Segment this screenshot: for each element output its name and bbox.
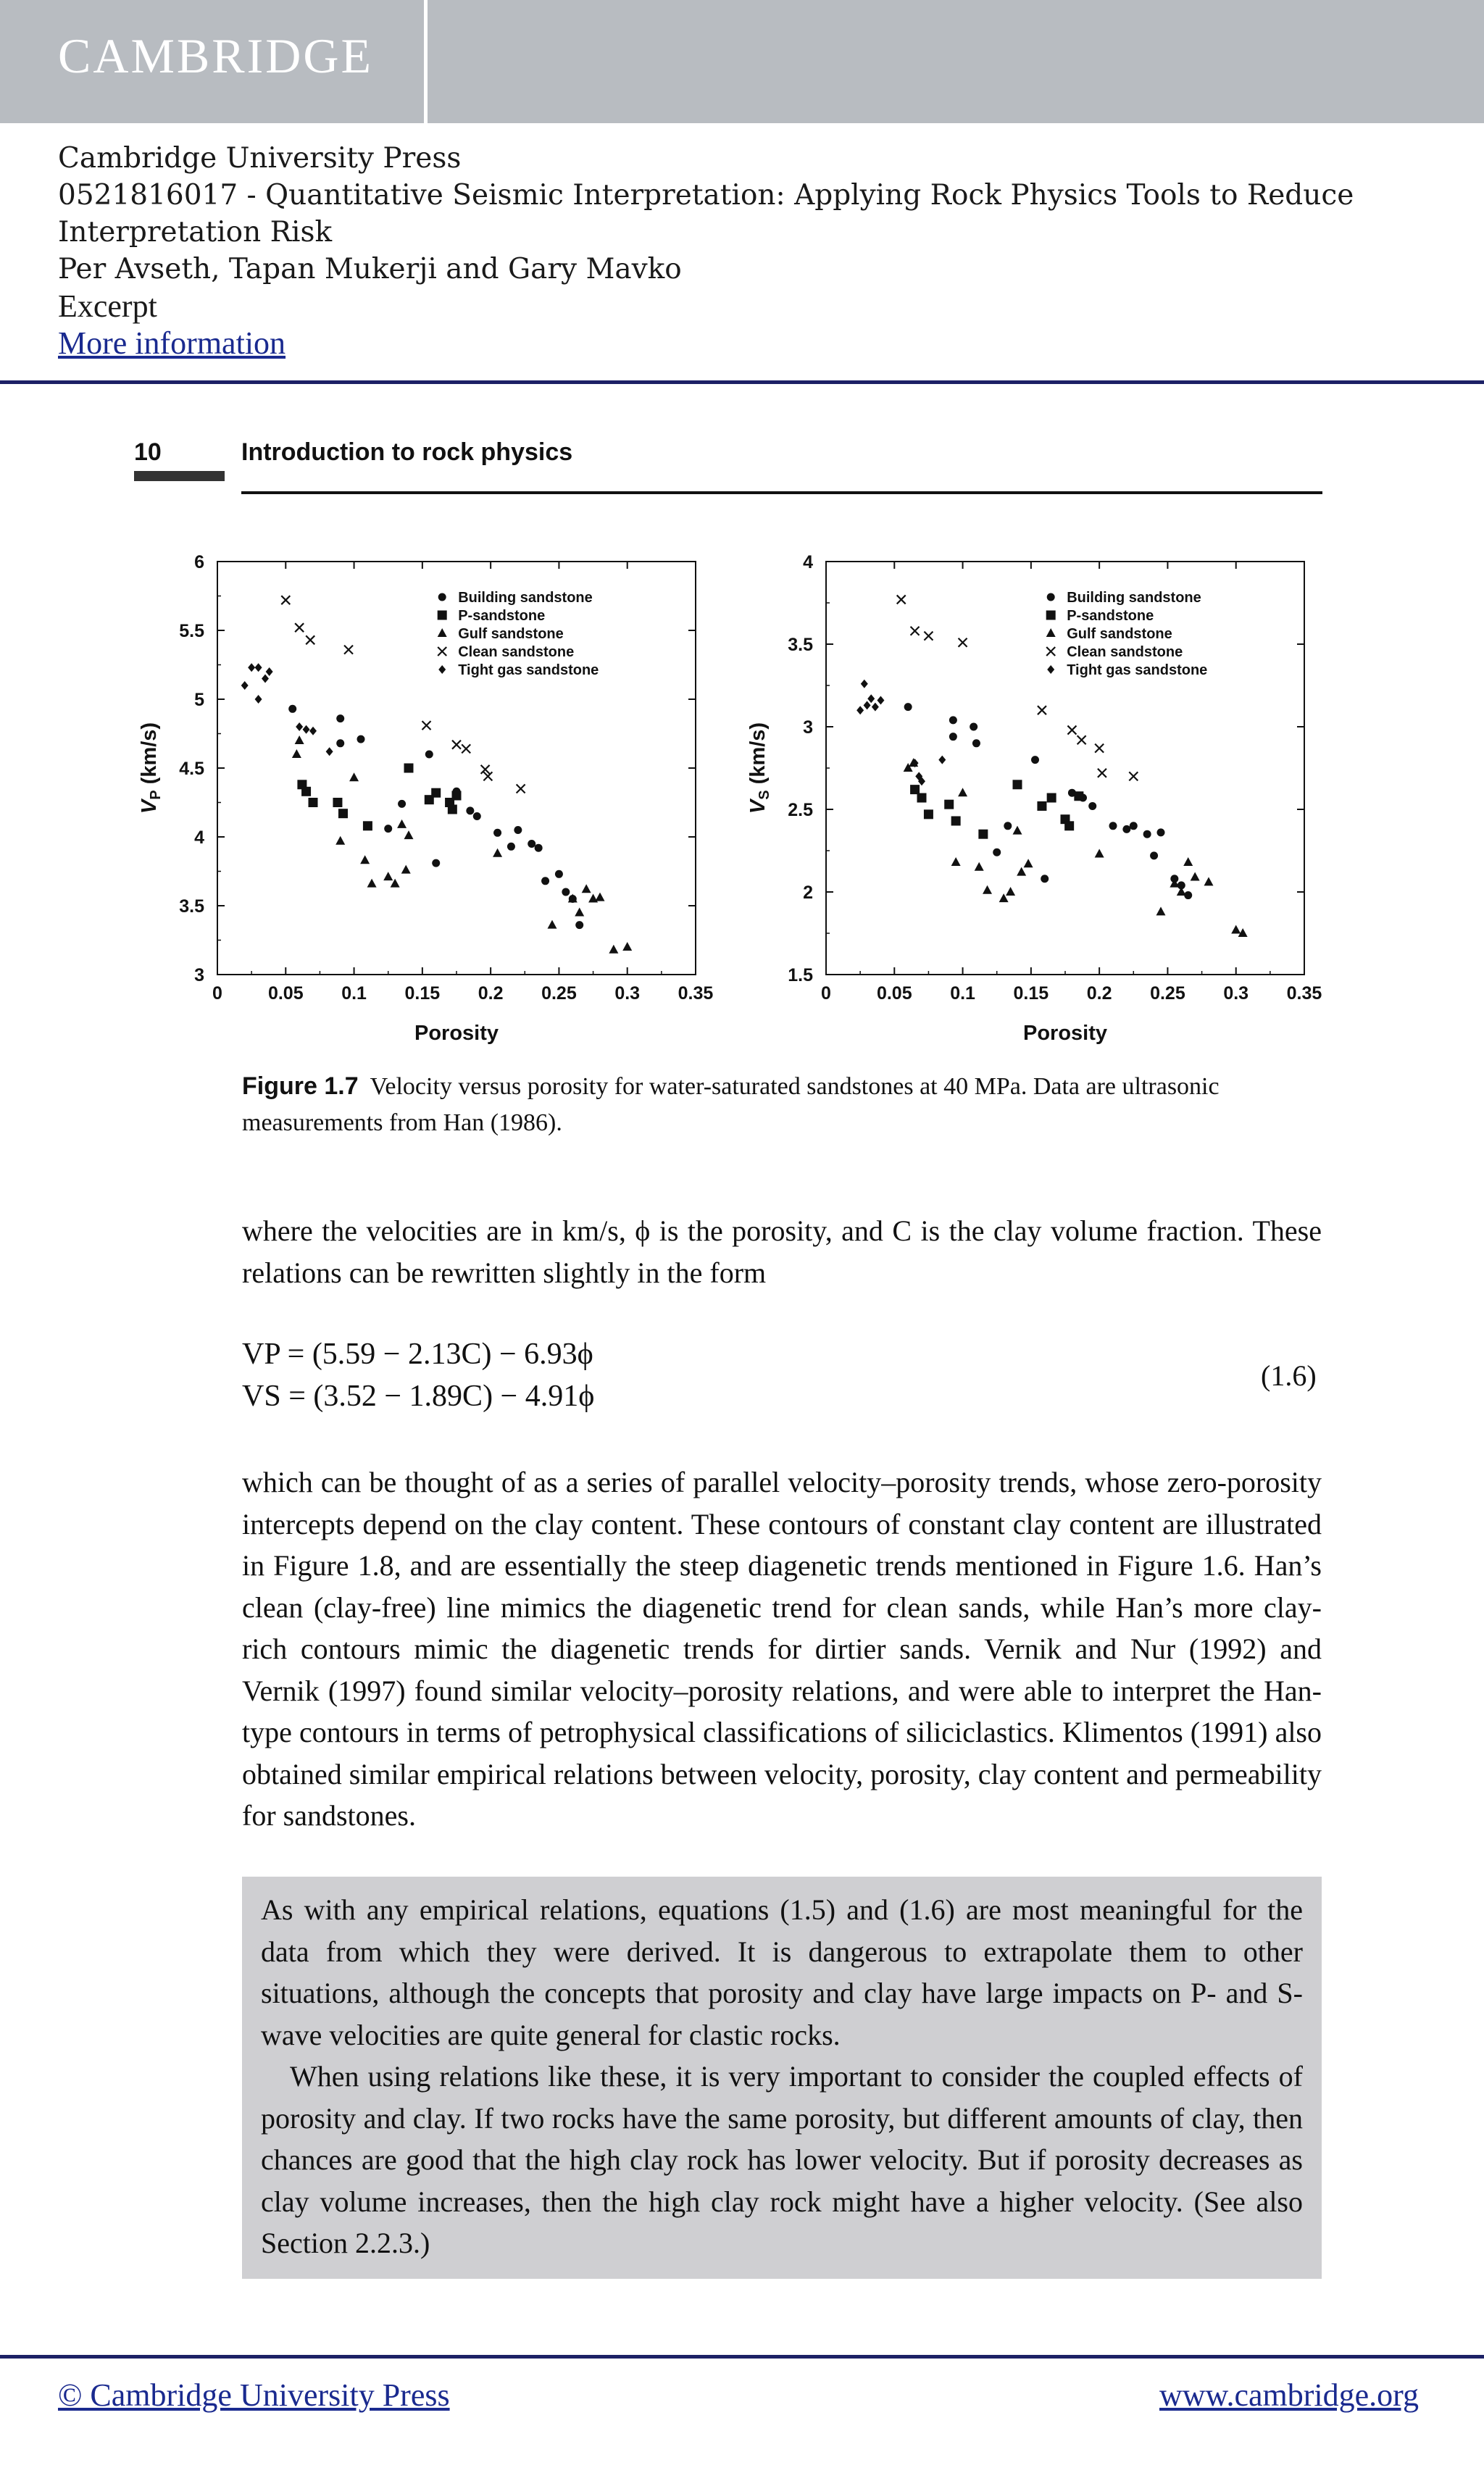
legend-label: Building sandstone	[458, 590, 593, 606]
section-title: Introduction to rock physics	[241, 438, 573, 466]
y-tick-label: 4.5	[179, 759, 204, 779]
data-point-triangle	[951, 857, 961, 866]
data-point-x	[1098, 769, 1106, 777]
data-point-triangle	[622, 942, 632, 951]
data-point-circle	[535, 844, 543, 852]
data-point-circle	[1150, 851, 1158, 859]
book-title-line-1: 0521816017 - Quantitative Seismic Interpretation: Applying Rock Physics Tools to Reduce	[58, 179, 1354, 212]
data-point-circle	[1130, 822, 1138, 830]
data-point-circle	[473, 812, 481, 820]
y-axis-label	[138, 722, 164, 814]
data-point-circle	[949, 716, 957, 724]
data-point-circle	[1157, 828, 1165, 836]
data-point-triangle	[596, 893, 605, 901]
data-point-circle	[541, 877, 549, 885]
data-point-circle	[1041, 875, 1049, 883]
note-paragraph-1: As with any empirical relations, equations (1.5) and (1.6) are most meaningful for the data from which they were derived. It is dangerous to extrapolate them to other situations, although the concepts that porosity and clay have large impacts on P- and S-wave velocities are quite general for clastic rocks.	[261, 1893, 1303, 2051]
data-point-square	[1013, 780, 1022, 789]
data-point-diamond	[326, 747, 333, 756]
x-tick-label: 0	[212, 983, 222, 1004]
data-point-circle	[493, 829, 501, 837]
x-tick-label: 0.3	[614, 983, 641, 1004]
legend-label: Gulf sandstone	[458, 626, 564, 642]
data-point-circle	[398, 800, 406, 808]
data-point-circle	[1031, 756, 1039, 764]
data-point-triangle	[958, 788, 967, 796]
data-point-circle	[1088, 802, 1096, 810]
book-title-line-2: Interpretation Risk	[58, 216, 333, 249]
legend-label: Tight gas sandstone	[1067, 662, 1208, 678]
data-point-square	[452, 791, 462, 801]
data-point-diamond	[266, 667, 273, 676]
y-axis-symbol: V	[138, 799, 161, 814]
y-tick-label: 4	[194, 827, 204, 848]
data-point-circle	[1004, 822, 1012, 830]
note-paragraph-2: When using relations like these, it is very important to consider the coupled effects of porosity and clay. If two rocks have the same porosity, but different amounts of clay, then chances are good that the high clay rock has lower velocity. But if porosity decreases as clay volume increases, then the high clay rock might have a higher velocity. (See also Section 2.2.3.)	[261, 2060, 1303, 2259]
data-point-triangle	[1156, 906, 1166, 915]
plot-frame	[217, 562, 696, 975]
legend-marker-triangle	[1046, 628, 1056, 637]
footer-divider	[0, 2355, 1484, 2359]
data-point-x	[306, 635, 314, 644]
data-point-triangle	[1191, 872, 1200, 880]
data-point-square	[301, 787, 311, 796]
data-point-circle	[1122, 825, 1130, 833]
legend-marker-circle	[1047, 593, 1055, 601]
x-tick-label: 0.05	[267, 983, 304, 1004]
running-head	[134, 438, 1322, 496]
data-point-x	[452, 741, 461, 749]
more-information-link[interactable]: More information	[58, 325, 286, 361]
data-point-square	[338, 809, 348, 818]
data-point-circle	[432, 859, 440, 867]
publisher-name: Cambridge University Press	[58, 142, 462, 175]
data-point-square	[1047, 793, 1056, 803]
data-point-x	[344, 646, 353, 654]
data-point-triangle	[582, 884, 591, 893]
data-point-square	[1064, 821, 1074, 830]
data-point-triangle	[383, 872, 393, 880]
note-box	[242, 1877, 1322, 2279]
legend-marker-triangle	[438, 628, 447, 637]
data-point-triangle	[335, 836, 345, 845]
legend-label: Tight gas sandstone	[458, 662, 599, 678]
data-point-x	[1038, 706, 1046, 714]
data-point-x	[1129, 772, 1138, 780]
legend-marker-square	[438, 611, 447, 620]
legend-marker-diamond	[438, 665, 446, 674]
x-tick-label: 0.1	[341, 983, 367, 1004]
data-point-diamond	[872, 703, 879, 712]
data-point-square	[951, 816, 961, 825]
data-point-x	[422, 721, 431, 730]
data-point-circle	[514, 826, 522, 834]
figure-label: Figure 1.7	[242, 1072, 359, 1100]
website-link[interactable]: www.cambridge.org	[1159, 2377, 1420, 2413]
data-point-triangle	[548, 920, 557, 929]
data-point-x	[897, 595, 906, 604]
data-point-square	[924, 809, 933, 819]
x-tick-label: 0.3	[1223, 983, 1249, 1004]
data-point-x	[924, 632, 933, 641]
y-tick-label: 5	[194, 690, 204, 710]
x-tick-label: 0	[821, 983, 831, 1004]
data-point-square	[944, 800, 954, 809]
page-number-bar	[134, 471, 225, 481]
data-point-diamond	[255, 663, 262, 672]
data-point-circle	[288, 705, 296, 713]
data-point-x	[281, 596, 290, 604]
data-point-diamond	[303, 725, 310, 734]
logo-box	[0, 0, 428, 123]
data-point-square	[431, 788, 441, 798]
data-point-x	[1077, 735, 1086, 744]
data-point-triangle	[1095, 849, 1104, 858]
x-tick-label: 0.35	[678, 983, 714, 1004]
vp-porosity-chart	[134, 540, 714, 1054]
data-point-triangle	[1177, 887, 1186, 896]
x-tick-label: 0.25	[1150, 983, 1185, 1004]
data-point-circle	[528, 840, 535, 848]
book-metadata	[58, 140, 1435, 363]
y-axis-subscript: S	[756, 790, 772, 800]
data-point-diamond	[864, 701, 871, 709]
data-point-diamond	[309, 727, 317, 735]
y-tick-label: 5.5	[179, 621, 204, 641]
data-point-circle	[336, 714, 344, 722]
authors: Per Avseth, Tapan Mukerji and Gary Mavko	[58, 253, 682, 285]
y-axis-symbol: V	[746, 799, 770, 814]
page-number: 10	[134, 438, 162, 466]
data-point-triangle	[360, 855, 370, 864]
legend-label: Building sandstone	[1067, 590, 1201, 606]
data-point-triangle	[295, 735, 304, 744]
y-axis-subscript: P	[148, 790, 164, 800]
data-point-circle	[384, 825, 392, 833]
equation-vp: VP = (5.59 − 2.13C) − 6.93ϕ	[242, 1338, 593, 1371]
data-point-circle	[575, 921, 583, 929]
legend-label: P-sandstone	[458, 608, 546, 624]
data-point-diamond	[241, 681, 249, 690]
data-point-triangle	[493, 848, 502, 857]
x-tick-label: 0.35	[1286, 983, 1322, 1004]
data-point-circle	[970, 723, 977, 731]
data-point-x	[295, 623, 304, 632]
legend-label: Clean sandstone	[458, 644, 575, 660]
data-point-triangle	[1013, 826, 1022, 835]
legend-marker-x	[438, 647, 446, 656]
legend-label: Gulf sandstone	[1067, 626, 1172, 642]
data-point-circle	[1143, 830, 1151, 838]
data-point-x	[517, 785, 525, 793]
figure-caption-text: Velocity versus porosity for water-saturated sandstones at 40 MPa. Data are ultrasonic measurements from Han (1986).	[242, 1073, 1220, 1136]
plot-frame	[826, 562, 1304, 975]
x-axis-label: Porosity	[1022, 1022, 1108, 1045]
data-point-circle	[357, 735, 365, 743]
data-point-triangle	[588, 894, 598, 903]
data-point-triangle	[1183, 857, 1193, 866]
data-point-triangle	[575, 908, 584, 917]
data-point-circle	[562, 888, 570, 896]
data-point-circle	[425, 751, 433, 759]
x-tick-label: 0.1	[950, 983, 975, 1004]
legend-marker-circle	[438, 593, 446, 601]
data-point-circle	[336, 739, 344, 747]
equation-number: (1.6)	[1261, 1359, 1317, 1392]
data-point-x	[462, 744, 470, 753]
data-point-triangle	[1231, 925, 1241, 933]
cambridge-logo[interactable]: CAMBRIDGE	[58, 28, 374, 83]
y-tick-label: 3.5	[788, 635, 813, 655]
data-point-diamond	[255, 695, 262, 704]
data-point-square	[309, 798, 318, 807]
data-point-square	[917, 793, 927, 803]
data-point-triangle	[1204, 877, 1214, 885]
data-point-triangle	[975, 862, 984, 871]
data-point-triangle	[292, 749, 301, 758]
header-band	[0, 0, 1484, 123]
data-point-triangle	[609, 945, 618, 954]
legend-label: Clean sandstone	[1067, 644, 1183, 660]
data-point-x	[1095, 744, 1104, 753]
data-point-circle	[1109, 822, 1117, 830]
data-point-diamond	[861, 680, 868, 688]
data-point-circle	[555, 870, 563, 878]
y-tick-label: 3	[803, 717, 813, 738]
equation-vs: VS = (3.52 − 1.89C) − 4.91ϕ	[242, 1380, 595, 1413]
x-tick-label: 0.15	[1013, 983, 1049, 1004]
y-axis-unit: (km/s)	[746, 722, 770, 791]
vs-porosity-chart	[743, 540, 1322, 1054]
y-tick-label: 6	[194, 552, 204, 572]
data-point-triangle	[1024, 859, 1033, 867]
legend-marker-x	[1046, 647, 1055, 656]
data-point-square	[333, 798, 342, 807]
data-point-diamond	[938, 756, 946, 764]
data-point-triangle	[367, 879, 377, 888]
data-point-triangle	[401, 865, 411, 874]
data-point-x	[911, 627, 920, 635]
x-tick-label: 0.2	[478, 983, 504, 1004]
data-point-square	[363, 821, 372, 830]
x-tick-label: 0.25	[541, 983, 577, 1004]
y-axis-unit: (km/s)	[138, 722, 161, 791]
section-rule	[241, 491, 1322, 494]
data-point-x	[1067, 726, 1076, 735]
data-point-diamond	[867, 694, 875, 703]
x-axis-label: Porosity	[414, 1022, 499, 1045]
data-point-square	[1037, 801, 1046, 811]
intro-paragraph: where the velocities are in km/s, ϕ is the porosity, and C is the clay volume fraction. These relations can be rewritten slightly in the form	[242, 1214, 1322, 1289]
y-tick-label: 3.5	[179, 896, 204, 917]
data-point-circle	[466, 806, 474, 814]
data-point-circle	[993, 848, 1001, 856]
data-point-triangle	[1006, 887, 1015, 896]
data-point-diamond	[296, 722, 303, 731]
data-point-square	[448, 805, 457, 814]
y-axis-label	[746, 722, 772, 814]
data-point-triangle	[404, 830, 414, 839]
data-point-square	[404, 764, 414, 773]
data-point-triangle	[349, 772, 359, 781]
x-tick-label: 0.05	[876, 983, 912, 1004]
data-point-x	[959, 638, 967, 647]
x-tick-label: 0.15	[404, 983, 441, 1004]
body-paragraph: which can be thought of as a series of parallel velocity–porosity trends, whose zero-porosity intercepts depend on the clay content. These contours of constant clay content are illustrated in Figure 1.8, and are essentially the steep diagenetic trends mentioned in Figure 1.6. Han’s clean (clay-free) line mimics the diagenetic trend for clean sands, while Han’s more clay-rich contours mimic the diagenetic trends for dirtier sands. Vernik and Nur (1992) and Vernik (1997) found similar velocity–porosity relations, and were able to interpret the Han-type contours in terms of petrophysical classifications of siliciclastics. Klimentos (1991) also obtained similar empirical relations between velocity, porosity, clay content and permeability for sandstones.	[242, 1466, 1322, 1832]
data-point-triangle	[983, 885, 992, 894]
data-point-triangle	[397, 820, 407, 828]
data-point-diamond	[262, 675, 269, 683]
data-point-circle	[507, 843, 515, 851]
data-point-square	[1074, 791, 1083, 801]
x-tick-label: 0.2	[1086, 983, 1112, 1004]
data-point-triangle	[1017, 867, 1026, 876]
y-tick-label: 2.5	[788, 800, 813, 820]
header-divider	[0, 380, 1484, 384]
data-point-circle	[904, 703, 912, 711]
data-point-diamond	[877, 696, 884, 705]
legend-marker-diamond	[1047, 665, 1054, 674]
y-tick-label: 3	[194, 965, 204, 985]
figure-caption	[242, 1068, 1322, 1141]
data-point-diamond	[856, 706, 864, 714]
y-tick-label: 2	[803, 883, 813, 903]
copyright-link[interactable]: © Cambridge University Press	[58, 2377, 450, 2413]
y-tick-label: 4	[803, 552, 813, 572]
data-point-diamond	[248, 663, 255, 672]
data-point-square	[910, 785, 920, 794]
legend-marker-square	[1046, 611, 1056, 620]
data-point-circle	[949, 733, 957, 741]
legend-label: P-sandstone	[1067, 608, 1154, 624]
data-point-square	[978, 830, 988, 839]
y-tick-label: 1.5	[788, 965, 813, 985]
data-point-circle	[972, 739, 980, 747]
excerpt-label: Excerpt	[58, 288, 157, 324]
